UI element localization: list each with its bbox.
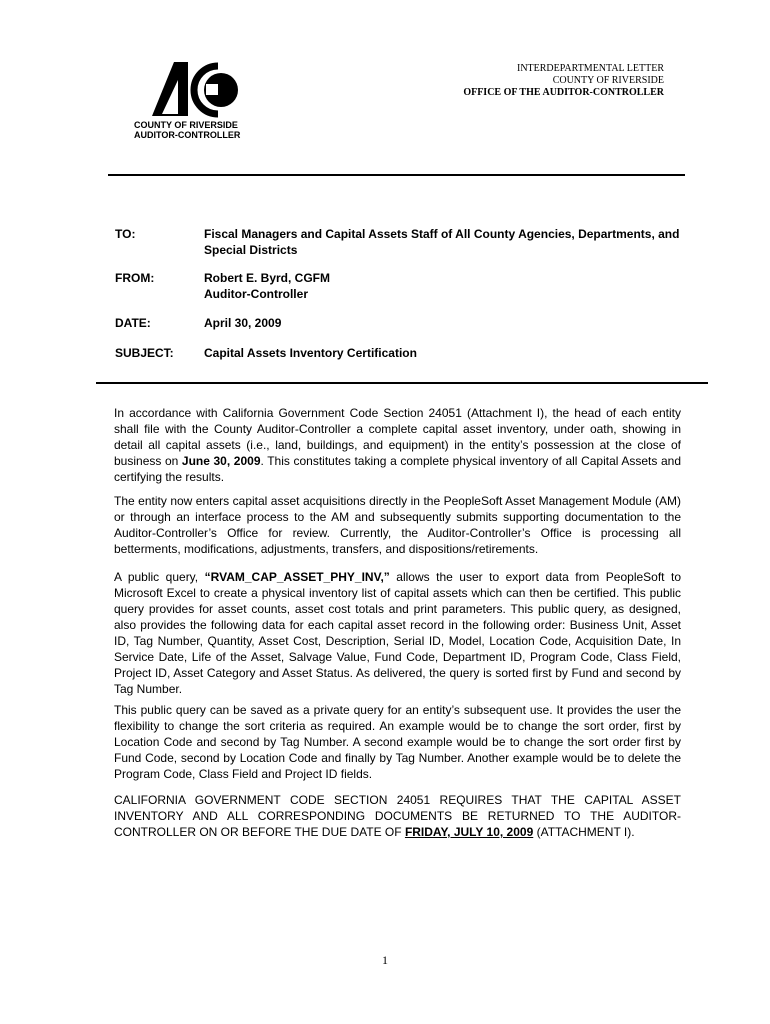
paragraph-5-text: CALIFORNIA GOVERNMENT CODE SECTION 24051 REQUIRES THAT THE CAPITAL ASSET INVENTORY AND ALL CORRESPONDING DOCUMENTS BE RETURNED TO THE AUDITOR-CONTROLLER ON OR BEFORE THE DUE DATE OF bbox=[114, 793, 681, 839]
logo-circle-cutout bbox=[206, 84, 218, 95]
header-divider bbox=[96, 382, 708, 384]
letterhead bbox=[463, 63, 664, 99]
subject-label: SUBJECT: bbox=[115, 346, 174, 360]
letterhead-line-3: OFFICE OF THE AUDITOR-CONTROLLER bbox=[463, 87, 664, 98]
paragraph-3 bbox=[114, 569, 681, 697]
paragraph-1 bbox=[114, 405, 681, 485]
from-name: Robert E. Byrd, CGFM bbox=[204, 271, 331, 285]
page-number: 1 bbox=[382, 953, 388, 967]
paragraph-4: This public query can be saved as a private query for an entity’s subsequent use. It provides the user the flexibility to change the sort criteria as required. An example would be to change the sort order, first by Location Code and second by Tag Number. A second example would be to change the sort order first by Fund Code, second by Location Code and finally by Tag Number. Another example would be to delete the Program Code, Class Field and Project ID fields. bbox=[114, 703, 681, 781]
subject-value: Capital Assets Inventory Certification bbox=[204, 346, 417, 360]
inventory-date: June 30, 2009 bbox=[181, 454, 261, 468]
top-divider bbox=[108, 174, 685, 176]
from-title: Auditor-Controller bbox=[204, 287, 308, 301]
logo-caption bbox=[134, 120, 240, 140]
to-label: TO: bbox=[115, 227, 136, 241]
letterhead-line-1: INTERDEPARTMENTAL LETTER bbox=[516, 63, 664, 74]
paragraph-5-text-end: (ATTACHMENT I). bbox=[533, 825, 635, 839]
paragraph-3-text-end: allows the user to export data from PeopleSoft to Microsoft Excel to create a physical inventory list of capital assets which can then be certified. This public query provides for asset counts, asset cost totals and print parameters. This public query, as designed, also provides the following data for each capital asset record in the following order: Business Unit, Asset ID, Tag Number, Quantity, Asset Cost, Description, Serial ID, Model, Location Code, Acquisition Date, In Service Date, Life of the Asset, Salvage Value, Fund Code, Department ID, Program Code, Class Field, Project ID, Asset Category and Asset Status. As delivered, the query is sorted first by Fund and second by Tag Number. bbox=[114, 570, 681, 696]
query-name: “RVAM_CAP_ASSET_PHY_INV,” bbox=[204, 570, 390, 584]
from-value bbox=[204, 270, 684, 302]
logo-caption-line-2: AUDITOR-CONTROLLER bbox=[134, 130, 241, 140]
paragraph-1-text: In accordance with California Government Code Section 24051 (Attachment I), the head of each entity shall file with the County Auditor-Controller a complete capital asset inventory, under oath, showing in detail all capital assets (i.e., land, buildings, and equipment) in the entity’s possession at the close of business on bbox=[114, 406, 681, 468]
paragraph-1-text-end: . This constitutes taking a complete physical inventory of all Capital Assets and certifying the results. bbox=[114, 454, 681, 484]
paragraph-2: The entity now enters capital asset acquisitions directly in the PeopleSoft Asset Management Module (AM) or through an interface process to the AM and subsequently submits supporting documentation to the Auditor-Controller’s Office for review. Currently, the Auditor-Controller’s Office is processing all betterments, modifications, adjustments, transfers, and dispositions/retirements. bbox=[114, 494, 681, 556]
logo-caption-line-1: COUNTY OF RIVERSIDE bbox=[134, 120, 238, 130]
paragraph-3-text: A public query, bbox=[114, 570, 205, 584]
to-value: Fiscal Managers and Capital Assets Staff of All County Agencies, Departments, and Special Districts bbox=[204, 227, 680, 257]
from-label: FROM: bbox=[115, 271, 155, 285]
county-logo bbox=[148, 60, 244, 120]
paragraph-5 bbox=[114, 792, 681, 840]
letterhead-line-2: COUNTY OF RIVERSIDE bbox=[552, 75, 664, 86]
due-date: FRIDAY, JULY 10, 2009 bbox=[404, 825, 534, 839]
date-value: April 30, 2009 bbox=[204, 316, 282, 330]
date-label: DATE: bbox=[115, 316, 151, 330]
